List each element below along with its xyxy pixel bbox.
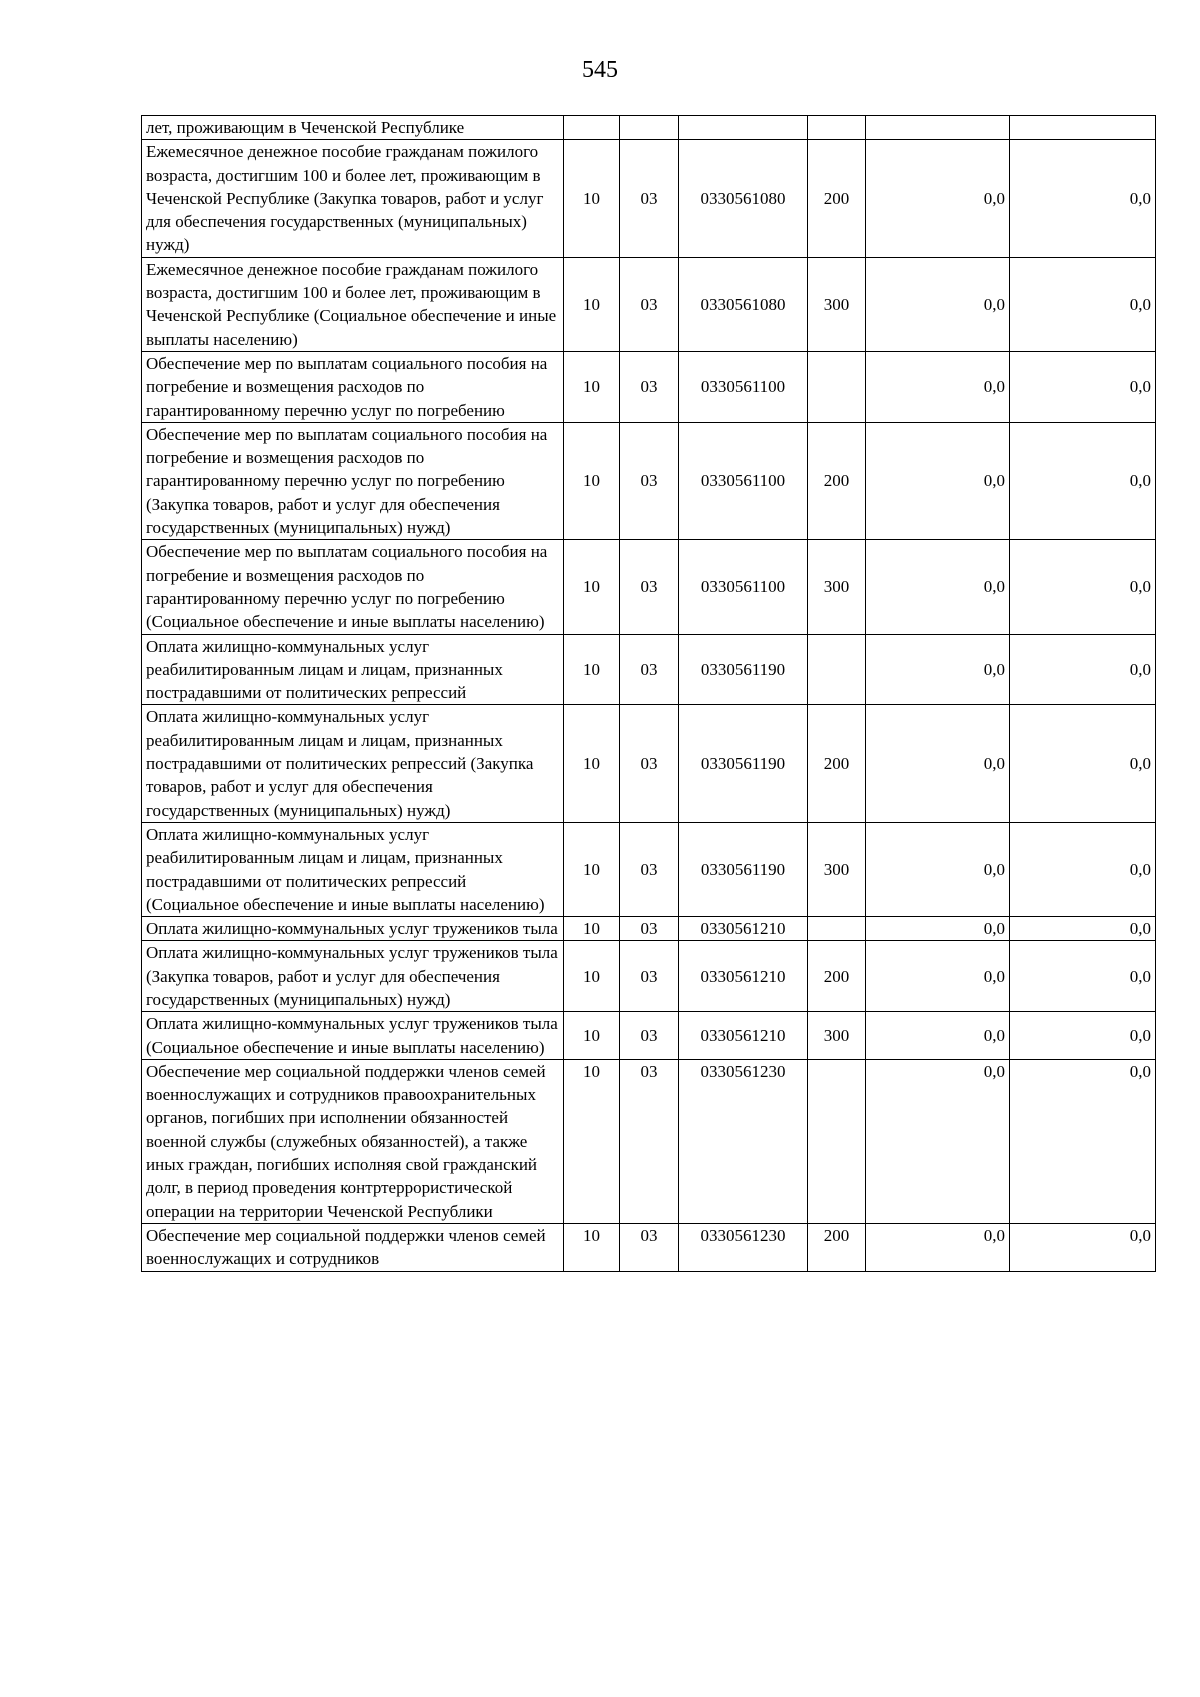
row-amount-2 — [1010, 116, 1156, 140]
table-row — [142, 705, 1156, 822]
row-section: 10 — [564, 351, 620, 422]
row-target-code: 0330561080 — [679, 140, 808, 257]
table-row — [142, 1223, 1156, 1271]
row-amount-2: 0,0 — [1010, 140, 1156, 257]
row-amount-1: 0,0 — [866, 822, 1010, 916]
row-amount-1: 0,0 — [866, 634, 1010, 705]
row-amount-2: 0,0 — [1010, 540, 1156, 634]
row-name: Обеспечение мер по выплатам социального пособия на погребение и возмещения расходов по гарантированному перечню услуг по погребению — [142, 351, 564, 422]
row-target-code: 0330561210 — [679, 1012, 808, 1060]
row-target-code: 0330561230 — [679, 1059, 808, 1223]
row-name: Обеспечение мер по выплатам социального пособия на погребение и возмещения расходов по гарантированному перечню услуг по погребению (Закупка товаров, работ и услуг для обеспечения государственных (муниципальных) нужд) — [142, 422, 564, 539]
row-expense-type: 300 — [808, 822, 866, 916]
row-subsection: 03 — [620, 705, 679, 822]
row-amount-1: 0,0 — [866, 705, 1010, 822]
row-section: 10 — [564, 822, 620, 916]
row-amount-2: 0,0 — [1010, 941, 1156, 1012]
row-section: 10 — [564, 917, 620, 941]
row-subsection: 03 — [620, 351, 679, 422]
row-name: Оплата жилищно-коммунальных услуг тружеников тыла (Социальное обеспечение и иные выплаты населению) — [142, 1012, 564, 1060]
row-subsection: 03 — [620, 1012, 679, 1060]
row-section: 10 — [564, 705, 620, 822]
row-section: 10 — [564, 422, 620, 539]
row-expense-type — [808, 116, 866, 140]
page-number: 545 — [582, 57, 618, 83]
row-expense-type: 200 — [808, 705, 866, 822]
row-subsection: 03 — [620, 422, 679, 539]
row-subsection: 03 — [620, 822, 679, 916]
row-expense-type: 200 — [808, 941, 866, 1012]
row-section: 10 — [564, 257, 620, 351]
row-expense-type: 300 — [808, 540, 866, 634]
row-target-code: 0330561190 — [679, 705, 808, 822]
row-amount-1: 0,0 — [866, 1059, 1010, 1223]
row-name: Оплата жилищно-коммунальных услуг реабилитированным лицам и лицам, признанных пострадавшими от политических репрессий — [142, 634, 564, 705]
table-row — [142, 1059, 1156, 1223]
row-amount-1: 0,0 — [866, 351, 1010, 422]
row-name: Оплата жилищно-коммунальных услуг тружеников тыла (Закупка товаров, работ и услуг для обеспечения государственных (муниципальных) нужд) — [142, 941, 564, 1012]
row-name: Оплата жилищно-коммунальных услуг реабилитированным лицам и лицам, признанных пострадавшими от политических репрессий (Закупка товаров, работ и услуг для обеспечения государственных (муниципальных) нужд) — [142, 705, 564, 822]
row-subsection: 03 — [620, 1223, 679, 1271]
row-subsection — [620, 116, 679, 140]
row-subsection: 03 — [620, 540, 679, 634]
row-amount-2: 0,0 — [1010, 1012, 1156, 1060]
row-expense-type: 200 — [808, 422, 866, 539]
row-expense-type — [808, 1059, 866, 1223]
row-section: 10 — [564, 1223, 620, 1271]
row-name: лет, проживающим в Чеченской Республике — [142, 116, 564, 140]
table-row — [142, 917, 1156, 941]
row-section: 10 — [564, 1012, 620, 1060]
row-target-code: 0330561100 — [679, 422, 808, 539]
row-amount-2: 0,0 — [1010, 705, 1156, 822]
row-target-code: 0330561210 — [679, 941, 808, 1012]
row-target-code: 0330561210 — [679, 917, 808, 941]
table-row — [142, 257, 1156, 351]
row-section: 10 — [564, 1059, 620, 1223]
row-name: Ежемесячное денежное пособие гражданам пожилого возраста, достигшим 100 и более лет, проживающим в Чеченской Республике (Социальное обеспечение и иные выплаты населению) — [142, 257, 564, 351]
row-subsection: 03 — [620, 941, 679, 1012]
row-name: Обеспечение мер по выплатам социального пособия на погребение и возмещения расходов по гарантированному перечню услуг по погребению (Социальное обеспечение и иные выплаты населению) — [142, 540, 564, 634]
row-target-code — [679, 116, 808, 140]
row-target-code: 0330561100 — [679, 351, 808, 422]
row-amount-2: 0,0 — [1010, 917, 1156, 941]
row-subsection: 03 — [620, 257, 679, 351]
row-amount-1: 0,0 — [866, 917, 1010, 941]
row-section: 10 — [564, 140, 620, 257]
row-expense-type — [808, 917, 866, 941]
row-section: 10 — [564, 540, 620, 634]
row-name: Обеспечение мер социальной поддержки членов семей военнослужащих и сотрудников — [142, 1223, 564, 1271]
row-amount-1: 0,0 — [866, 422, 1010, 539]
row-expense-type — [808, 351, 866, 422]
row-section: 10 — [564, 941, 620, 1012]
row-expense-type: 200 — [808, 1223, 866, 1271]
row-amount-2: 0,0 — [1010, 257, 1156, 351]
row-amount-2: 0,0 — [1010, 422, 1156, 539]
row-amount-1: 0,0 — [866, 257, 1010, 351]
row-subsection: 03 — [620, 1059, 679, 1223]
row-name: Оплата жилищно-коммунальных услуг реабилитированным лицам и лицам, признанных пострадавшими от политических репрессий (Социальное обеспечение и иные выплаты населению) — [142, 822, 564, 916]
row-target-code: 0330561080 — [679, 257, 808, 351]
row-amount-2: 0,0 — [1010, 822, 1156, 916]
row-amount-2: 0,0 — [1010, 1223, 1156, 1271]
row-expense-type — [808, 634, 866, 705]
budget-table — [141, 115, 1156, 1272]
table-row — [142, 634, 1156, 705]
row-amount-1: 0,0 — [866, 1012, 1010, 1060]
row-subsection: 03 — [620, 917, 679, 941]
row-target-code: 0330561190 — [679, 822, 808, 916]
table-row — [142, 822, 1156, 916]
row-amount-1 — [866, 116, 1010, 140]
row-name: Обеспечение мер социальной поддержки членов семей военнослужащих и сотрудников правоохранительных органов, погибших при исполнении обязанностей военной службы (служебных обязанностей), а также иных граждан, погибших исполняя свой гражданский долг, в период проведения контртеррористической операции на территории Чеченской Республики — [142, 1059, 564, 1223]
row-amount-2: 0,0 — [1010, 351, 1156, 422]
row-subsection: 03 — [620, 634, 679, 705]
table-row — [142, 422, 1156, 539]
row-name: Оплата жилищно-коммунальных услуг тружеников тыла — [142, 917, 564, 941]
table-row — [142, 116, 1156, 140]
row-section: 10 — [564, 634, 620, 705]
row-target-code: 0330561230 — [679, 1223, 808, 1271]
row-target-code: 0330561100 — [679, 540, 808, 634]
row-amount-1: 0,0 — [866, 941, 1010, 1012]
row-amount-2: 0,0 — [1010, 1059, 1156, 1223]
row-amount-1: 0,0 — [866, 540, 1010, 634]
table-row — [142, 941, 1156, 1012]
table-row — [142, 1012, 1156, 1060]
row-amount-1: 0,0 — [866, 1223, 1010, 1271]
table-row — [142, 351, 1156, 422]
table-row — [142, 540, 1156, 634]
row-expense-type: 300 — [808, 257, 866, 351]
row-expense-type: 200 — [808, 140, 866, 257]
row-expense-type: 300 — [808, 1012, 866, 1060]
row-amount-2: 0,0 — [1010, 634, 1156, 705]
table-row — [142, 140, 1156, 257]
row-amount-1: 0,0 — [866, 140, 1010, 257]
row-section — [564, 116, 620, 140]
row-name: Ежемесячное денежное пособие гражданам пожилого возраста, достигшим 100 и более лет, проживающим в Чеченской Республике (Закупка товаров, работ и услуг для обеспечения государственных (муниципальных) нужд) — [142, 140, 564, 257]
row-target-code: 0330561190 — [679, 634, 808, 705]
row-subsection: 03 — [620, 140, 679, 257]
